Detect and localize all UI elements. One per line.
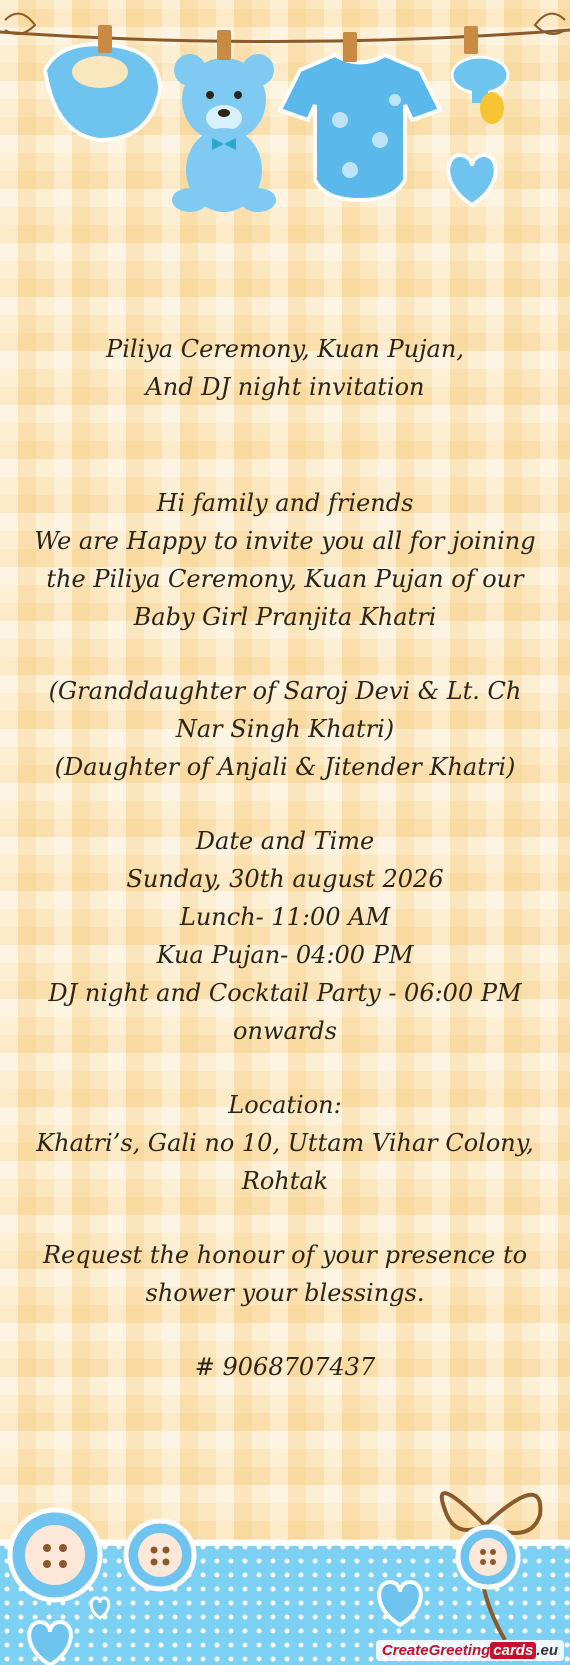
top-decoration (0, 0, 570, 240)
invitation-text (30, 330, 540, 1386)
date-heading: Date and Time (195, 827, 375, 855)
greeting: Hi family and friends (156, 489, 414, 517)
title-line-1: Piliya Ceremony, Kuan Pujan, (106, 335, 464, 363)
daughter-of: (Daughter of Anjali & Jitender Khatri) (54, 753, 516, 781)
kua-pujan-time: Kua Pujan- 04:00 PM (156, 941, 414, 969)
invite-text: We are Happy to invite you all for joining the Piliya Ceremony, Kuan Pujan of our Baby Girl Pranjita Khatri (34, 527, 536, 631)
contact-number: # 9068707437 (194, 1353, 376, 1381)
bib-icon (45, 25, 160, 140)
heart-icon (448, 155, 495, 205)
button-icon (10, 1510, 100, 1600)
brand-name-part2: cards (490, 1642, 536, 1659)
brand-watermark (376, 1640, 564, 1661)
request-text: Request the honour of your presence to shower your blessings. (42, 1241, 528, 1307)
lunch-time: Lunch- 11:00 AM (179, 903, 391, 931)
brand-name-part1: CreateGreeting (381, 1642, 491, 1659)
dj-night-time: DJ night and Cocktail Party - 06:00 PM onwards (48, 979, 522, 1045)
event-date: Sunday, 30th august 2026 (126, 865, 444, 893)
granddaughter-of: (Granddaughter of Saroj Devi & Lt. Ch Nar Singh Khatri) (48, 677, 522, 743)
pacifier-icon (452, 26, 508, 124)
button-icon (458, 1527, 518, 1587)
teddy-bear-icon (172, 30, 276, 212)
button-icon (126, 1521, 194, 1589)
location-address: Khatri’s, Gali no 10, Uttam Vihar Colony, Rohtak (36, 1129, 534, 1195)
onesie-icon (280, 32, 440, 200)
title-line-2: And DJ night invitation (145, 373, 425, 401)
brand-tld: .eu (536, 1642, 558, 1659)
location-heading: Location: (228, 1091, 342, 1119)
bottom-decoration (0, 1470, 570, 1665)
